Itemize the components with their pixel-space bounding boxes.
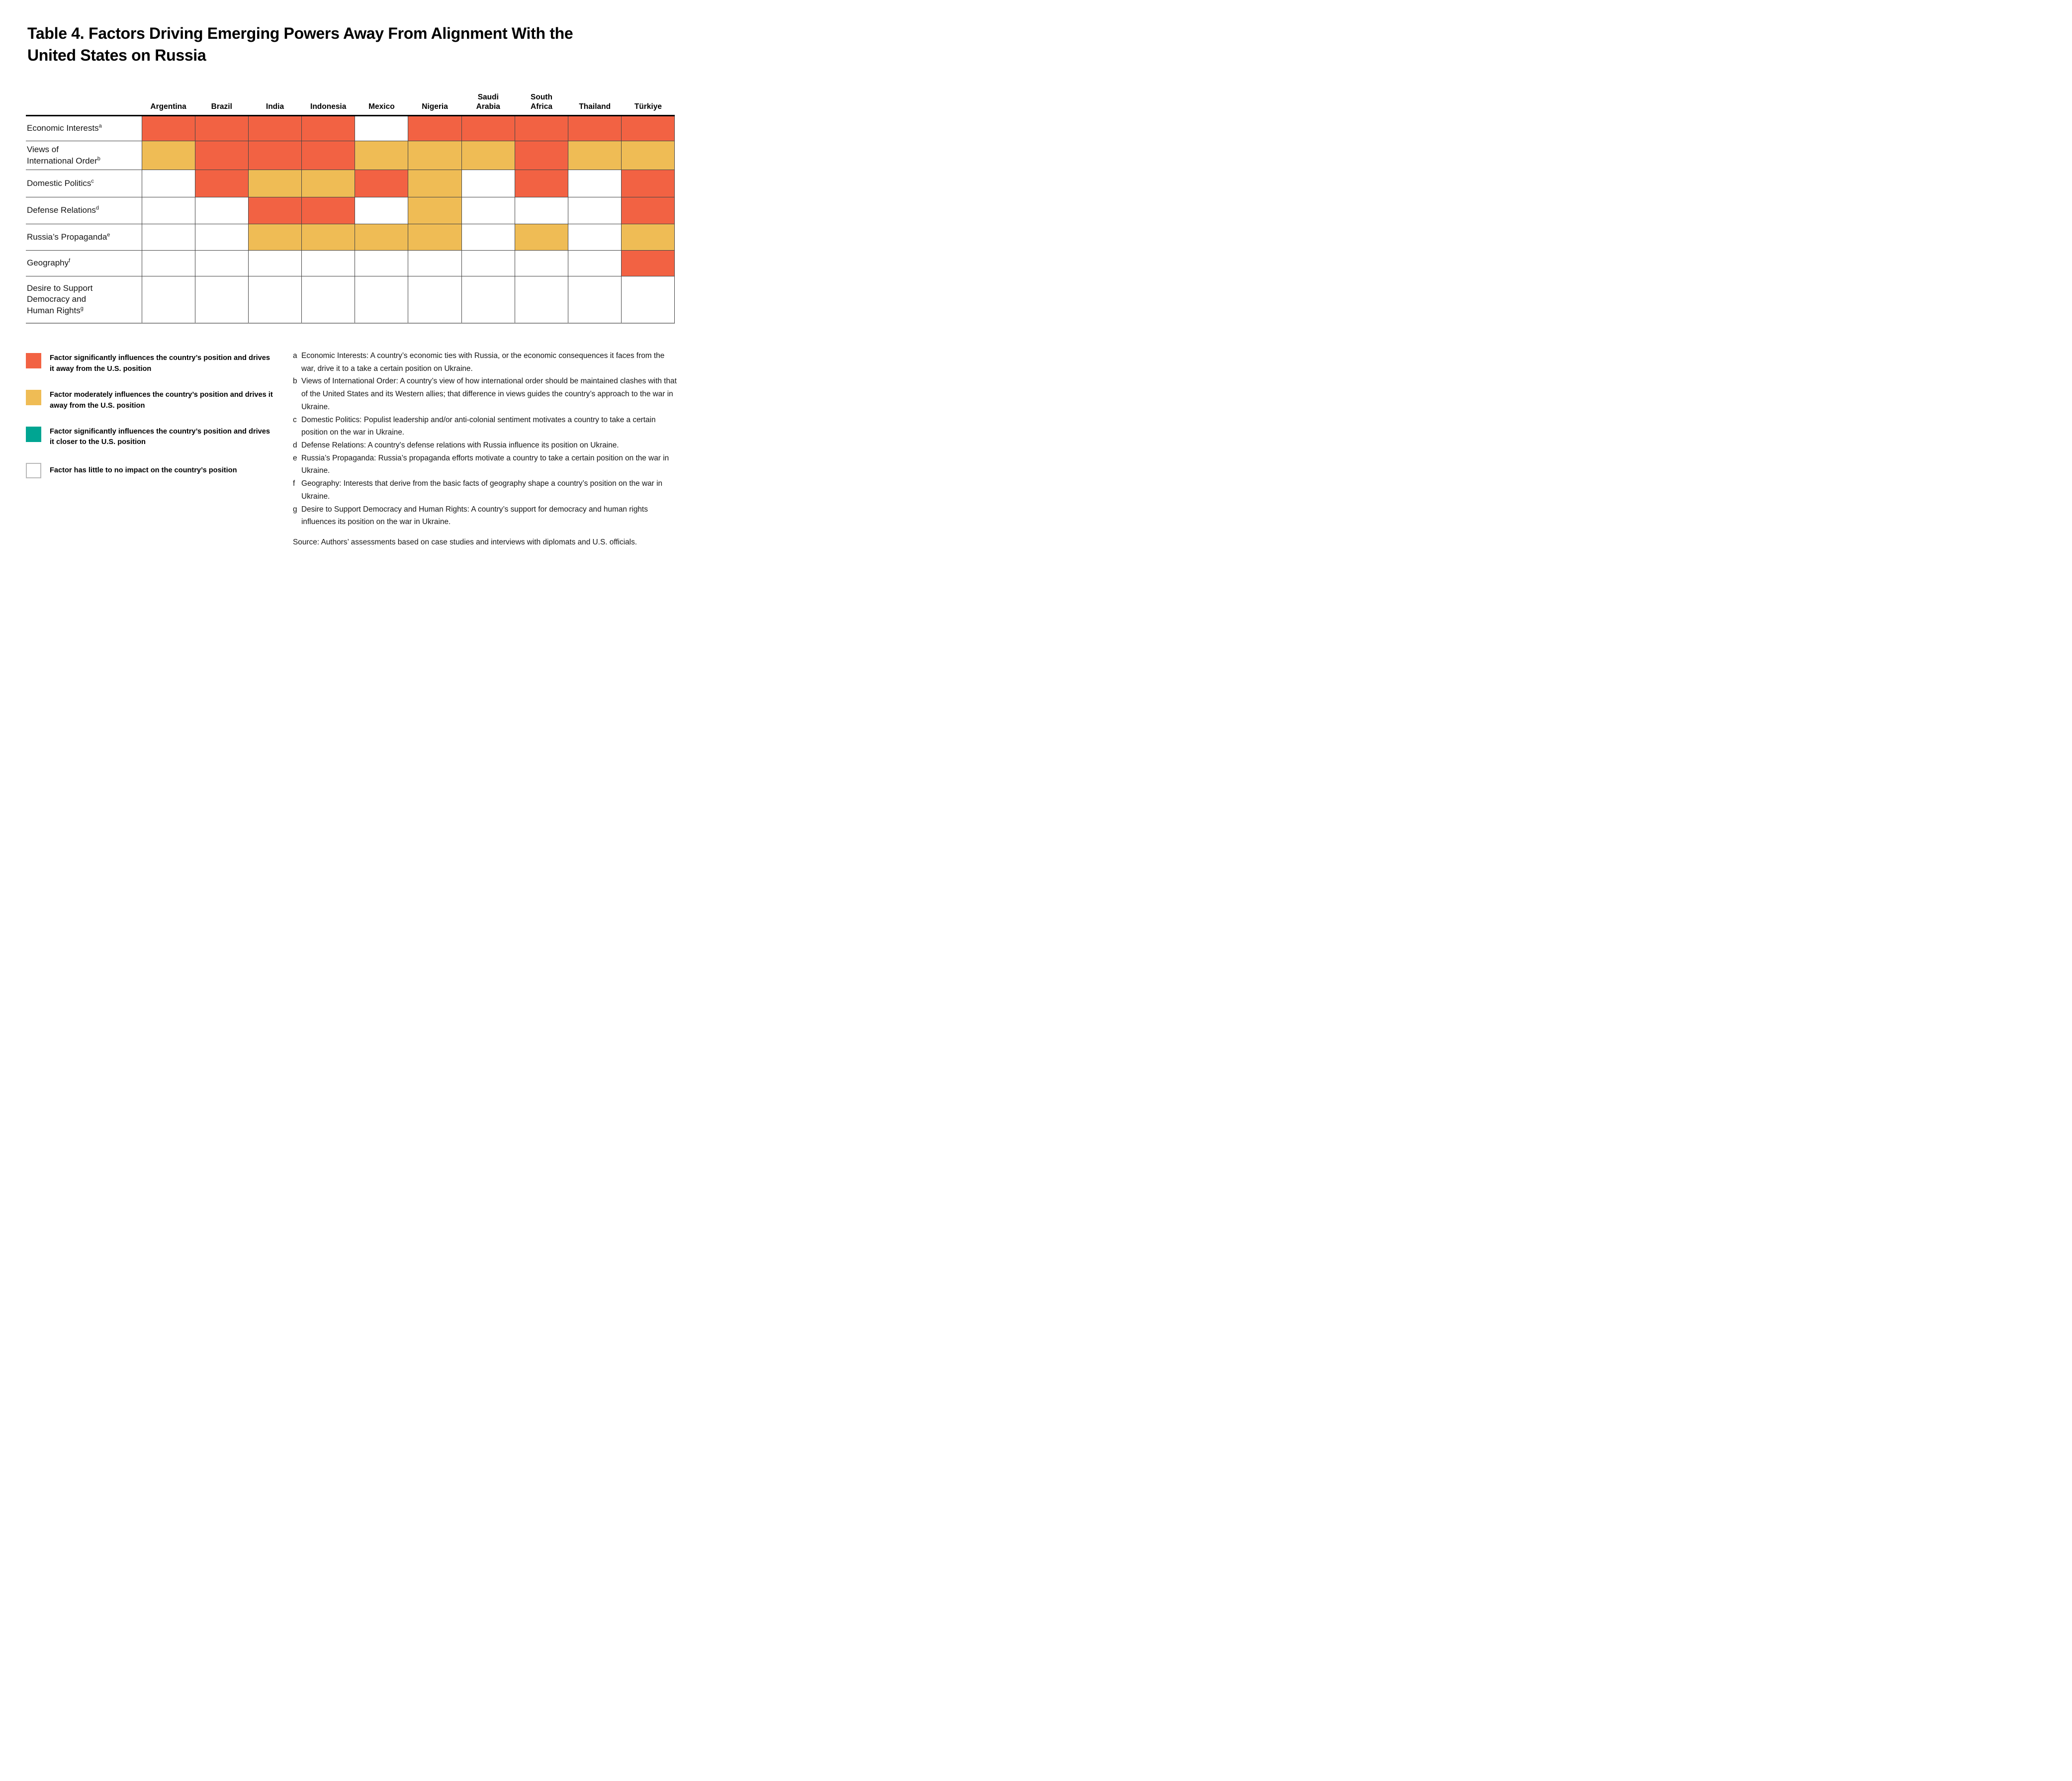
matrix-cell [355,276,408,323]
factor-label: Desire to Support Democracy and Human Rights$^g$ [27,283,93,315]
footnote-text: Desire to Support Democracy and Human Rights: A country’s support for democracy and human rights influences its position on the war in Ukraine. [301,505,648,527]
country-header-row [26,74,675,116]
country-header: Brazil [211,102,232,111]
table-row [26,276,675,324]
footnote-text: Views of International Order: A country’s view of how international order should be maintained clashes with that of the United States and its Western allies; that difference in views guides the country’s approach to the war in Ukraine. [301,377,677,411]
matrix-cell [301,276,355,323]
factor-label: Russia’s Propaganda$^e$ [27,232,110,242]
factor-label: Defense Relations$^d$ [27,205,99,215]
legend-swatch-icon [26,463,41,478]
matrix-cell [568,251,621,276]
matrix-cell [408,224,461,250]
matrix-cell [142,276,195,323]
legend-item [26,463,289,478]
matrix-cell [515,197,568,224]
country-header: Mexico [368,102,395,111]
matrix-cell [248,116,301,141]
country-header: Nigeria [422,102,448,111]
matrix-cell [301,141,355,170]
factors-table [26,74,675,324]
matrix-cell [568,116,621,141]
footnote-text: Defense Relations: A country's defense relations with Russia influence its position on Ukraine. [301,441,619,450]
footnote [293,452,677,477]
matrix-cell [515,224,568,250]
table-row [26,170,675,197]
legend [26,353,289,478]
footnote-letter: f [293,479,295,488]
footnote-text: Economic Interests: A country’s economic ties with Russia, or the economic consequences it faces from the war, drive it to a take a certain position on Ukraine. [301,352,665,373]
page-title-line-1: Table 4. Factors Driving Emerging Powers Away From Alignment With the [27,24,573,42]
page-title [27,23,674,66]
matrix-cell [621,197,674,224]
legend-label: Factor significantly influences the country’s position and drives it away from the U.S. position [50,354,270,373]
matrix-cell [355,224,408,250]
matrix-cell [248,141,301,170]
footnote [293,414,677,439]
footnote [293,477,677,503]
factor-label: Domestic Politics$^c$ [27,178,94,188]
legend-item [26,390,289,412]
country-header: Türkiye [634,102,662,111]
footnote-letter: a [293,352,297,360]
matrix-cell [142,170,195,197]
matrix-cell [461,141,515,170]
footnotes [293,350,677,549]
legend-swatch-icon [26,427,41,442]
matrix-cell [515,251,568,276]
matrix-cell [142,224,195,250]
factor-label: Geography$^f$ [27,258,71,268]
matrix-cell [621,276,674,323]
matrix-cell [461,224,515,250]
matrix-cell [301,197,355,224]
matrix-cell [195,276,248,323]
source-note: Source: Authors’ assessments based on case studies and interviews with diplomats and U.S. officials. [293,538,637,547]
table-row [26,197,675,224]
matrix-body [26,116,675,324]
footnote-text: Russia’s Propaganda: Russia’s propaganda efforts motivate a country to take a certain position on the war in Ukraine. [301,453,669,475]
table-row [26,224,675,251]
matrix-cell [408,197,461,224]
legend-item [26,427,289,448]
matrix-cell [355,197,408,224]
country-header: South Africa [531,93,552,111]
legend-label: Factor significantly influences the country’s position and drives it closer to the U.S. position [50,427,270,446]
legend-label: Factor moderately influences the country’s position and drives it away from the U.S. position [50,390,273,410]
footnote-letter: g [293,505,297,514]
factor-label: Economic Interests$^a$ [27,123,102,133]
matrix-cell [461,197,515,224]
footnote-letter: e [293,453,297,462]
matrix-cell [195,141,248,170]
matrix-cell [461,276,515,323]
table-row [26,251,675,276]
matrix-cell [621,224,674,250]
matrix-cell [248,197,301,224]
matrix-cell [248,224,301,250]
footnote [293,439,677,452]
matrix-cell [408,276,461,323]
matrix-cell [355,251,408,276]
country-header: Thailand [579,102,611,111]
footnote [293,375,677,413]
legend-item [26,353,289,375]
matrix-cell [142,197,195,224]
matrix-cell [461,170,515,197]
matrix-cell [621,141,674,170]
matrix-cell [301,251,355,276]
matrix-cell [515,141,568,170]
matrix-cell [621,116,674,141]
matrix-cell [568,197,621,224]
matrix-cell [248,276,301,323]
matrix-cell [568,170,621,197]
matrix-cell [195,224,248,250]
matrix-cell [515,170,568,197]
matrix-cell [142,251,195,276]
matrix-cell [195,197,248,224]
legend-swatch-icon [26,353,41,368]
footnote-text: Geography: Interests that derive from the basic facts of geography shape a country’s position on the war in Ukraine. [301,479,663,501]
page-title-line-2: United States on Russia [27,46,206,64]
matrix-cell [568,276,621,323]
legend-label: Factor has little to no impact on the country’s position [50,466,237,474]
matrix-cell [515,116,568,141]
table-row [26,116,675,141]
matrix-cell [355,141,408,170]
footnote-text: Domestic Politics: Populist leadership and/or anti-colonial sentiment motivates a country to take a certain position on the war in Ukraine. [301,415,656,437]
factor-label: Views of International Order$^b$ [27,145,100,166]
footnote [293,503,677,529]
footnote-letter: b [293,377,297,386]
matrix-cell [568,224,621,250]
matrix-cell [195,251,248,276]
matrix-cell [142,141,195,170]
table-row [26,141,675,170]
matrix-cell [301,116,355,141]
matrix-cell [195,116,248,141]
matrix-cell [408,141,461,170]
matrix-cell [355,116,408,141]
footnote-letter: c [293,415,297,424]
matrix-cell [195,170,248,197]
country-header: India [266,102,284,111]
legend-swatch-icon [26,390,41,405]
matrix-cell [461,116,515,141]
matrix-cell [408,251,461,276]
matrix-cell [301,224,355,250]
matrix-cell [408,116,461,141]
matrix-cell [142,116,195,141]
matrix-cell [248,170,301,197]
matrix-cell [248,251,301,276]
country-header: Argentina [150,102,186,111]
matrix-cell [621,170,674,197]
matrix-cell [355,170,408,197]
matrix-cell [515,276,568,323]
matrix-cell [301,170,355,197]
country-header: Indonesia [310,102,347,111]
footnote-letter: d [293,441,297,450]
matrix-cell [568,141,621,170]
matrix-cell [621,251,674,276]
footnote [293,350,677,375]
footnote-list [293,350,677,529]
country-header: Saudi Arabia [476,93,500,111]
matrix-cell [461,251,515,276]
matrix-cell [408,170,461,197]
